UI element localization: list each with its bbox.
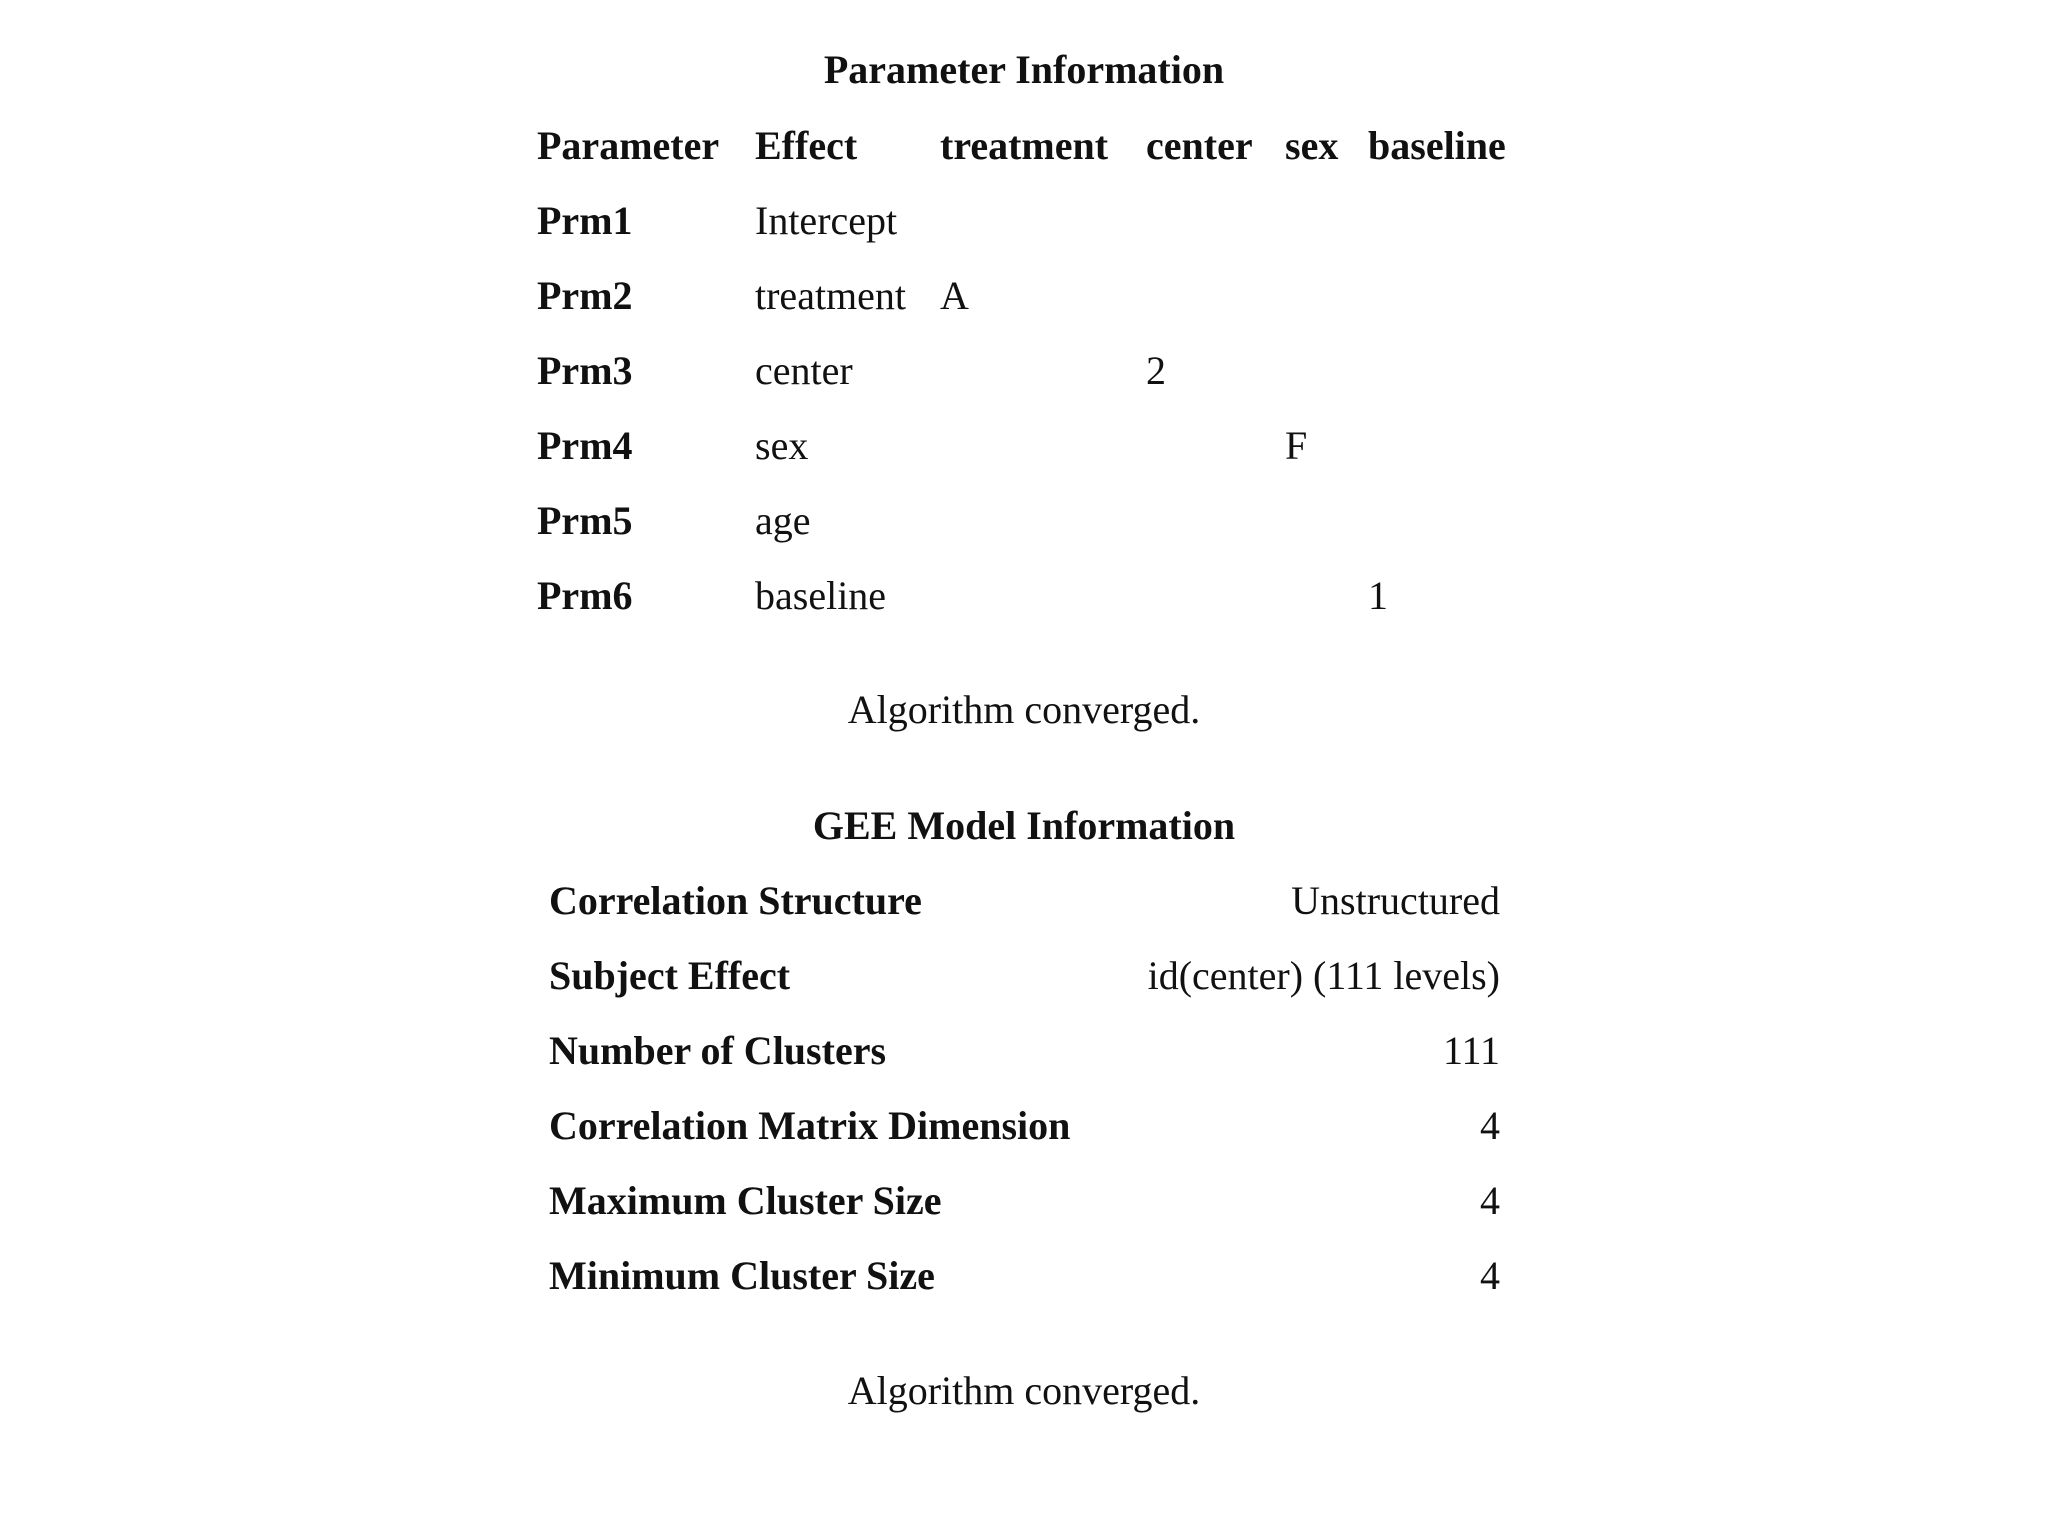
header-sex: sex	[1285, 123, 1339, 168]
param-name: Prm4	[537, 423, 633, 468]
param-effect: sex	[755, 423, 809, 468]
param-effect: age	[755, 498, 811, 543]
gee-info-title: GEE Model Information	[812, 803, 1236, 848]
parameter-info-title: Parameter Information	[823, 47, 1225, 92]
param-sex-level: F	[1285, 423, 1308, 468]
gee-row-label: Maximum Cluster Size	[549, 1178, 942, 1223]
gee-row-value: 4	[1480, 1253, 1500, 1298]
param-effect: baseline	[755, 573, 887, 618]
param-name: Prm5	[537, 498, 633, 543]
param-name: Prm6	[537, 573, 633, 618]
param-effect: Intercept	[755, 198, 898, 243]
gee-row-label: Correlation Structure	[549, 878, 922, 923]
gee-row-value: id(center) (111 levels)	[1147, 953, 1500, 998]
param-baseline-level: 1	[1368, 573, 1388, 618]
header-baseline: baseline	[1368, 123, 1506, 168]
gee-row-value: Unstructured	[1291, 878, 1500, 923]
gee-info-note: Algorithm converged.	[847, 1368, 1201, 1413]
param-name: Prm2	[537, 273, 633, 318]
param-name: Prm3	[537, 348, 633, 393]
gee-row-label: Minimum Cluster Size	[549, 1253, 935, 1298]
gee-row-value: 111	[1442, 1028, 1500, 1073]
header-center: center	[1146, 123, 1253, 168]
gee-row-value: 4	[1480, 1178, 1500, 1223]
header-effect: Effect	[755, 123, 858, 168]
header-treatment: treatment	[940, 123, 1109, 168]
gee-row-label: Number of Clusters	[549, 1028, 887, 1073]
gee-row-label: Correlation Matrix Dimension	[549, 1103, 1071, 1148]
parameter-info-note: Algorithm converged.	[847, 687, 1201, 732]
param-effect: center	[755, 348, 853, 393]
param-treatment-level: A	[940, 273, 969, 318]
param-effect: treatment	[755, 273, 907, 318]
header-parameter: Parameter	[537, 123, 720, 168]
gee-row-label: Subject Effect	[549, 953, 791, 998]
gee-row-value: 4	[1480, 1103, 1500, 1148]
param-center-level: 2	[1146, 348, 1166, 393]
param-name: Prm1	[537, 198, 633, 243]
